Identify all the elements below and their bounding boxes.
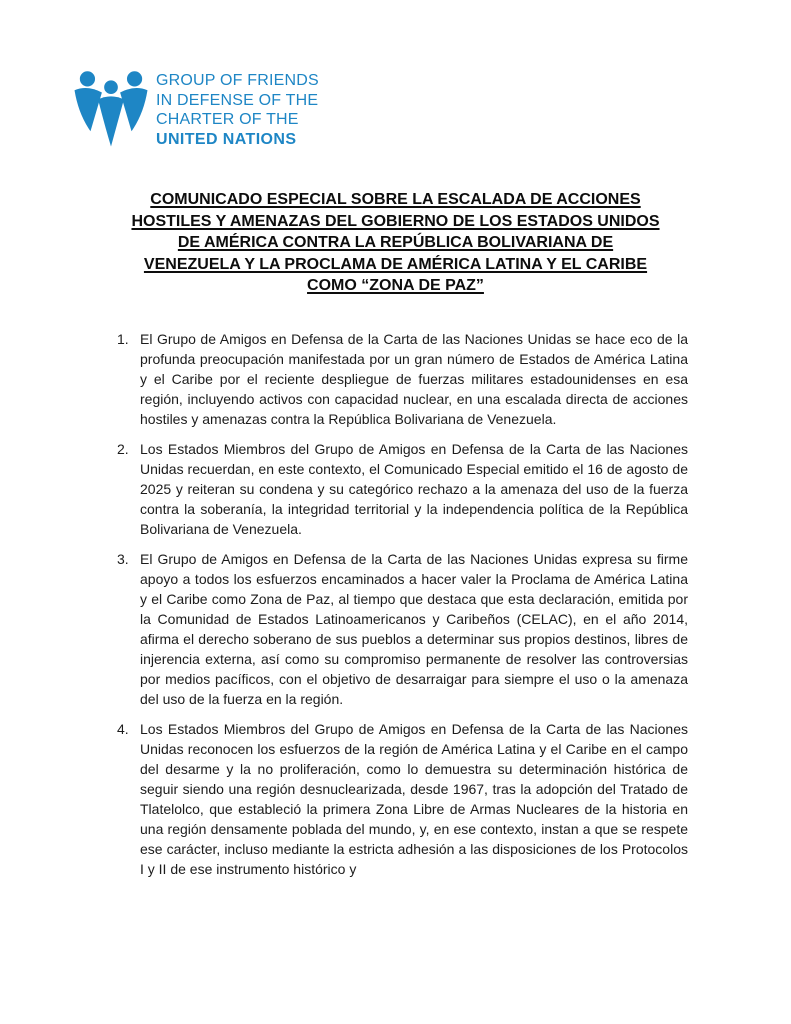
paragraph-list — [117, 329, 688, 889]
item-text: Los Estados Miembros del Grupo de Amigos en Defensa de la Carta de las Naciones Unidas recuerdan, en este contexto, el Comunicado Especial emitido el 16 de agosto de 2025 y reiteran su condena y su categórico rechazo a la amenaza del uso de la fuerza contra la soberanía, la integridad territorial y la independencia política de la República Bolivariana de Venezuela. — [140, 441, 688, 537]
document-title — [84, 189, 707, 297]
item-text: El Grupo de Amigos en Defensa de la Carta de las Naciones Unidas se hace eco de la profunda preocupación manifestada por un gran número de Estados de América Latina y el Caribe por el reciente despliegue de fuerzas militares estadounidenses en esa región, incluyendo activos con capacidad nuclear, en una escalada directa de acciones hostiles y amenazas contra la República Bolivariana de Venezuela. — [140, 331, 688, 427]
title-line-text: COMUNICADO ESPECIAL SOBRE LA ESCALADA DE ACCIONES — [150, 191, 641, 208]
three-figures-icon — [73, 70, 149, 150]
item-text: Los Estados Miembros del Grupo de Amigos en Defensa de la Carta de las Naciones Unidas reconocen los esfuerzos de la región de América Latina y el Caribe en el campo del desarme y la no proliferación, como lo demuestra su determinación histórica de seguir siendo una región desnuclearizada, desde 1967, tras la adopción del Tratado de Tlatelolco, que estableció la primera Zona Libre de Armas Nucleares de la historia en una región densamente poblada del mundo, y, en ese contexto, instan a que se respete ese carácter, incluso mediante la estricta adhesión a las disposiciones de los Protocolos I y II de ese instrumento histórico y — [140, 721, 688, 877]
org-logo — [73, 70, 319, 150]
item-text: El Grupo de Amigos en Defensa de la Carta de las Naciones Unidas expresa su firme apoyo a todos los esfuerzos encaminados a hacer valer la Proclama de América Latina y el Caribe como Zona de Paz, al tiempo que destaca que esta declaración, emitida por la Comunidad de Estados Latinoamericanos y Caribeños (CELAC), en el año 2014, afirma el derecho soberano de sus pueblos a determinar sus propios destinos, libres de injerencia externa, así como su compromiso permanente de resolver las controversias por medios pacíficos, con el objetivo de desarraigar para siempre el uso o la amenaza del uso de la fuerza en la región. — [140, 551, 688, 707]
title-line — [84, 189, 707, 211]
list-item-2 — [117, 439, 688, 539]
list-item-1 — [117, 329, 688, 429]
org-logo-line-bold: UNITED NATIONS — [156, 130, 297, 148]
title-line — [84, 254, 707, 276]
org-logo-line-1: GROUP OF FRIENDS — [156, 72, 319, 89]
list-item-4 — [117, 719, 688, 879]
org-logo-text — [156, 70, 319, 149]
org-logo-line-3: CHARTER OF THE — [156, 111, 299, 128]
title-line-text: COMO “ZONA DE PAZ” — [307, 277, 484, 295]
title-line-text: HOSTILES Y AMENAZAS DEL GOBIERNO DE LOS ESTADOS UNIDOS — [131, 212, 660, 230]
title-line-text: VENEZUELA Y LA PROCLAMA DE AMÉRICA LATINA Y EL CARIBE — [143, 255, 648, 273]
title-line-text: DE AMÉRICA CONTRA LA REPÚBLICA BOLIVARIANA DE — [177, 234, 614, 252]
title-line — [84, 275, 707, 297]
title-line — [84, 232, 707, 254]
org-logo-line-2: IN DEFENSE OF THE — [156, 91, 319, 109]
title-line — [84, 211, 707, 233]
list-item-3 — [117, 549, 688, 709]
item-number: 4. — [117, 721, 129, 737]
item-number: 3. — [117, 551, 129, 567]
item-number: 1. — [117, 331, 129, 347]
item-number: 2. — [117, 441, 129, 457]
